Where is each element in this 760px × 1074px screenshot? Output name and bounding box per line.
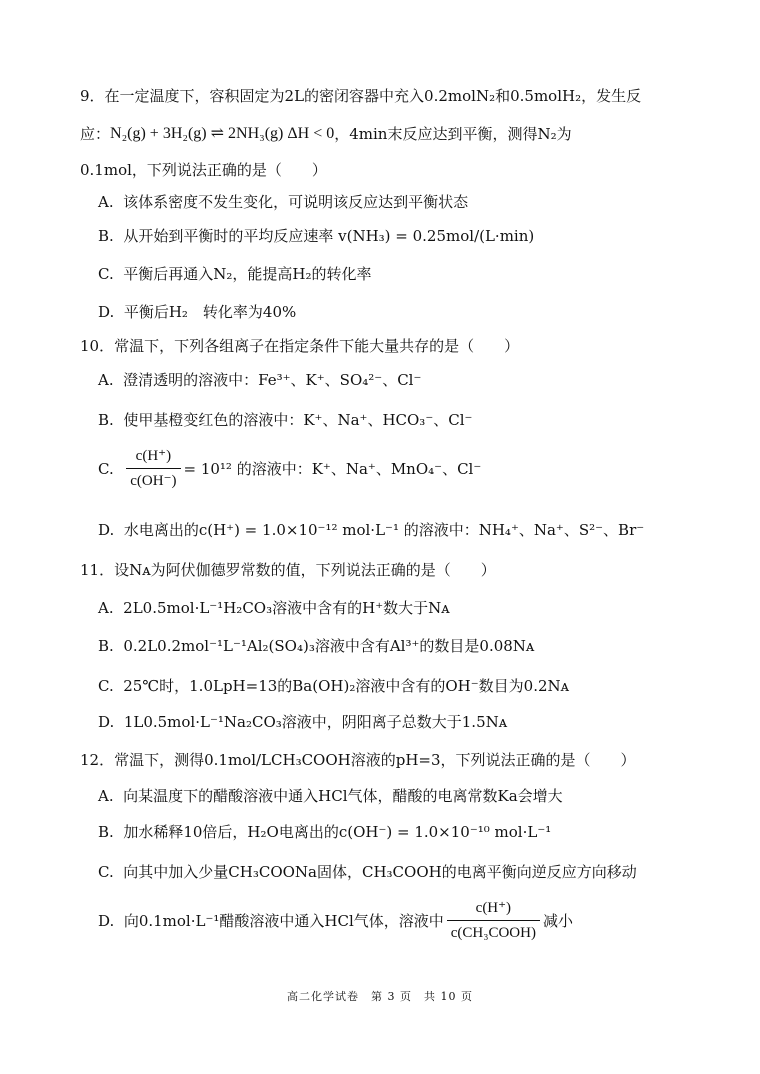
option-label: B. (98, 823, 114, 841)
fraction-numerator: c(H⁺) (135, 448, 172, 464)
question-12-option-a (98, 786, 563, 806)
option-text: 向其中加入少量CH₃COONa固体，CH₃COOH的电离平衡向逆反应方向移动 (123, 863, 637, 881)
question-11-stem: 11．设Nᴀ为阿伏伽德罗常数的值，下列说法正确的是（ ） (80, 561, 496, 579)
option-text-suffix: 减小 (542, 911, 573, 930)
option-text-prefix: 向0.1mol·L⁻¹醋酸溶液中通入HCl气体，溶液中 (123, 911, 444, 930)
option-label: B. (98, 411, 114, 429)
question-9-option-b (98, 226, 534, 246)
question-9-option-a (98, 192, 468, 212)
option-label: D. (98, 713, 115, 731)
option-label: B. (98, 227, 114, 245)
question-11-option-c (98, 676, 569, 696)
reaction-equation: N₂(g) + 3H₂(g) ⇌ 2NH₃(g) ΔH < 0 (110, 125, 335, 142)
option-label: A. (98, 599, 114, 617)
question-12-option-c (98, 862, 637, 882)
fraction-denominator: c(OH⁻) (126, 468, 180, 491)
question-9-option-c (98, 264, 372, 284)
option-text: 澄清透明的溶液中：Fe³⁺、K⁺、SO₄²⁻、Cl⁻ (123, 371, 422, 389)
question-9-line-1: 9．在一定温度下，容积固定为2L的密闭容器中充入0.2molN₂和0.5molH₂，发生反 (80, 87, 642, 105)
question-10-stem: 10．常温下，下列各组离子在指定条件下能大量共存的是（ ） (80, 337, 520, 355)
question-11-option-a (98, 598, 450, 618)
question-9-option-d (98, 302, 296, 322)
question-9-line-2-prefix: 应： (80, 125, 111, 143)
option-text: 向某温度下的醋酸溶液中通入HCl气体，醋酸的电离常数Ka会增大 (123, 787, 563, 805)
fraction-numerator: c(H⁺) (475, 900, 512, 916)
question-12-stem: 12．常温下，测得0.1mol/LCH₃COOH溶液的pH=3，下列说法正确的是（ ） (80, 751, 636, 769)
question-10-option-b (98, 410, 472, 430)
option-text: 水电离出的c(H⁺) = 1.0×10⁻¹² mol·L⁻¹ 的溶液中：NH₄⁺、Na⁺、S²⁻、Br⁻ (123, 521, 645, 539)
option-text: 使甲基橙变红色的溶液中：K⁺、Na⁺、HCO₃⁻、Cl⁻ (123, 411, 473, 429)
question-12-option-b (98, 822, 551, 842)
option-label: C. (98, 677, 114, 695)
question-11-option-b (98, 636, 534, 656)
question-11-option-d (98, 712, 507, 732)
option-label: A. (98, 787, 114, 805)
option-text: 25℃时，1.0LpH=13的Ba(OH)₂溶液中含有的OH⁻数目为0.2Nᴀ (123, 677, 570, 695)
option-label: D. (98, 303, 115, 321)
page-footer: 高二化学试卷 第 3 页 共 10 页 (287, 990, 473, 1003)
question-9-line-3: 0.1mol，下列说法正确的是（ ） (80, 161, 327, 179)
question-10-option-a (98, 370, 421, 390)
option-text: 从开始到平衡时的平均反应速率 v(NH₃) = 0.25mol/(L·min) (123, 227, 535, 245)
option-text: = 10¹² 的溶液中：K⁺、Na⁺、MnO₄⁻、Cl⁻ (183, 459, 482, 478)
question-9-line-2 (80, 124, 572, 144)
fraction-denominator: c(CH₃COOH) (447, 920, 540, 943)
question-10-option-d (98, 520, 644, 540)
option-text: 0.2L0.2mol⁻¹L⁻¹Al₂(SO₄)₃溶液中含有Al³⁺的数目是0.08Nᴀ (123, 637, 535, 655)
option-label: D. (98, 521, 115, 539)
option-text: 平衡后再通入N₂，能提高H₂的转化率 (123, 265, 372, 283)
question-12-option-d (98, 898, 573, 943)
option-text: 2L0.5mol·L⁻¹H₂CO₃溶液中含有的H⁺数大于Nᴀ (123, 599, 450, 617)
option-label: C. (98, 265, 114, 283)
option-label: A. (98, 193, 114, 211)
option-label: A. (98, 371, 114, 389)
question-10-option-c (98, 446, 481, 491)
option-text: 加水稀释10倍后，H₂O电离出的c(OH⁻) = 1.0×10⁻¹⁰ mol·L⁻¹ (123, 823, 552, 841)
option-text: 1L0.5mol·L⁻¹Na₂CO₃溶液中，阴阳离子总数大于1.5Nᴀ (123, 713, 508, 731)
acid-ratio-fraction (447, 898, 540, 943)
option-label: D. (98, 911, 115, 930)
concentration-ratio-fraction (126, 446, 180, 491)
option-label: C. (98, 863, 114, 881)
option-label: B. (98, 637, 114, 655)
option-label: C. (98, 459, 114, 478)
question-9-line-2-suffix: ，4min末反应达到平衡，测得N₂为 (334, 125, 572, 143)
option-text: 平衡后H₂ 转化率为40% (123, 303, 297, 321)
option-text: 该体系密度不发生变化，可说明该反应达到平衡状态 (123, 193, 469, 211)
